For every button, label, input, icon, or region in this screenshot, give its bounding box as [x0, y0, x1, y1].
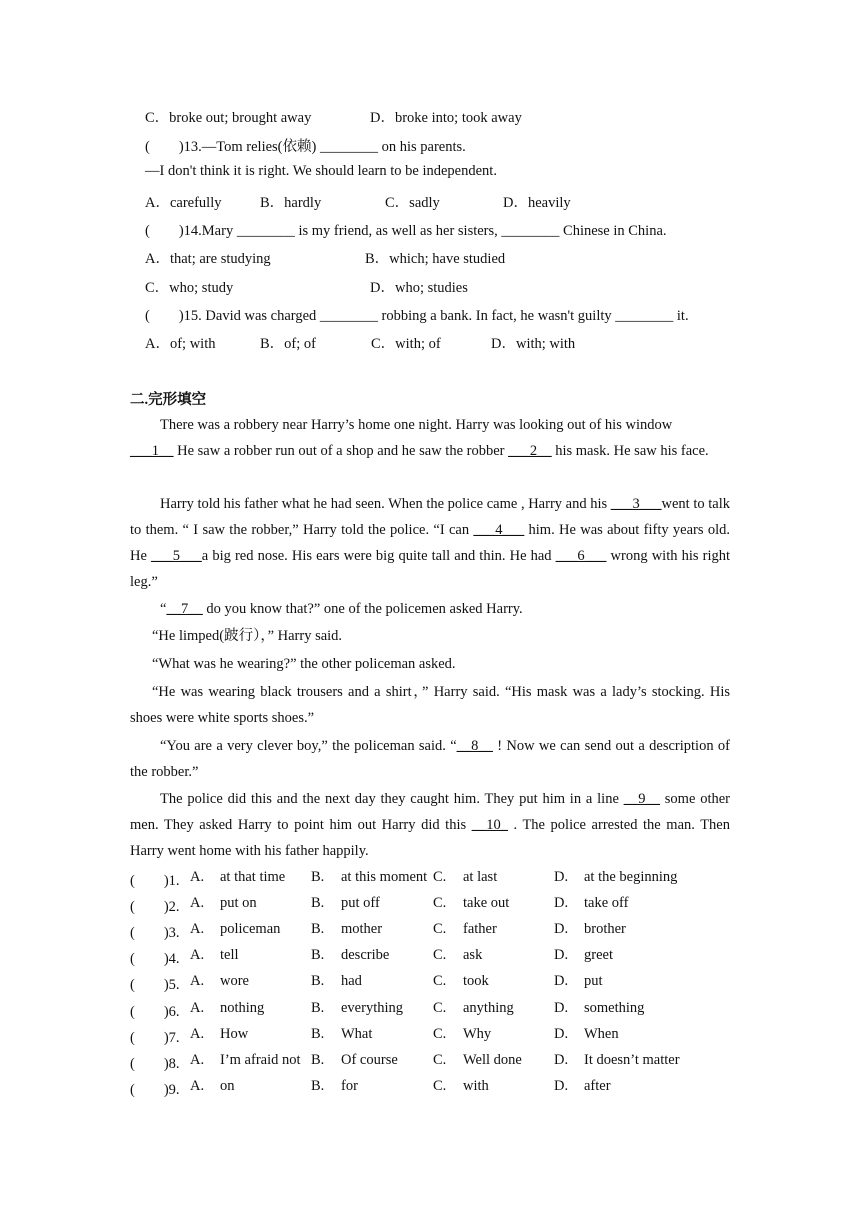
cloze-paragraph-3: [130, 596, 730, 622]
option-letter-c: C.: [433, 1051, 447, 1068]
cloze-text: The police did this and the next day they caught him. They put him in a line: [160, 791, 624, 807]
option-letter-d: D.: [554, 1051, 569, 1068]
option-letter-b: B.: [311, 921, 325, 938]
question-number: ( )5.: [130, 977, 180, 994]
cloze-text: He saw a robber run out of a shop and he saw the robber: [173, 443, 509, 459]
option-letter-c: C.: [433, 1025, 447, 1042]
q14-stem: ( )14.Mary ________ is my friend, as well as her sisters, ________ Chinese in China.: [145, 223, 667, 239]
cloze-paragraph-2: [130, 491, 730, 595]
option-letter-b: B.: [311, 947, 325, 964]
option-a: tell: [220, 947, 239, 964]
option-letter-a: A.: [190, 999, 205, 1016]
option-b: put off: [341, 895, 380, 912]
cloze-text: do you know that?” one of the policemen asked Harry.: [202, 601, 523, 617]
option-letter-b: B.: [311, 1051, 325, 1068]
option-letter-a: A.: [190, 921, 205, 938]
q13-option-c: C．sadly: [385, 195, 440, 211]
option-letter-c: C.: [433, 947, 447, 964]
cloze-paragraph-1: [130, 412, 730, 464]
option-letter-d: D.: [554, 973, 569, 990]
cloze-text: him. He was about fifty years old. He: [130, 522, 730, 564]
answer-row: [130, 921, 750, 947]
cloze-text: Harry told his father what he had seen. When the police came , Harry and his: [160, 496, 611, 512]
option-letter-c: C.: [433, 921, 447, 938]
option-a: at that time: [220, 869, 286, 885]
q12-options-cd: [145, 106, 522, 127]
q14-option-b: B．which; have studied: [365, 251, 506, 267]
question-number: ( )2.: [130, 899, 180, 916]
option-letter-d: D.: [554, 895, 569, 912]
answer-row: [130, 1078, 750, 1104]
option-d: put: [584, 973, 603, 990]
option-d: at the beginning: [584, 869, 678, 885]
question-number: ( )7.: [130, 1029, 180, 1046]
answer-row: [130, 1000, 750, 1026]
option-letter-d: D.: [554, 869, 569, 885]
question-number: ( )9.: [130, 1081, 180, 1098]
question-number: ( )1.: [130, 873, 180, 889]
option-b: for: [341, 1077, 358, 1094]
option-letter-c: C.: [433, 999, 447, 1016]
option-letter-b: B.: [311, 1077, 325, 1094]
option-c: took: [463, 973, 489, 990]
option-letter-c: C.: [433, 869, 447, 885]
option-d: something: [584, 999, 645, 1016]
option-letter-a: A.: [190, 1025, 205, 1042]
option-b: had: [341, 973, 362, 990]
option-letter-a: A.: [190, 947, 205, 964]
option-letter-b: B.: [311, 869, 325, 885]
option-c: with: [463, 1077, 489, 1094]
option-b: What: [341, 1025, 373, 1042]
blank-2: ___2__: [508, 443, 552, 459]
option-b: at this moment: [341, 869, 428, 885]
option-letter-a: A.: [190, 1051, 205, 1068]
cloze-paragraph-6: “He was wearing black trousers and a shirt，” Harry said. “His mask was a lady’s stocking. His shoes were white sports shoes.”: [130, 684, 730, 726]
option-a: How: [220, 1025, 249, 1042]
option-letter-d: D.: [554, 921, 569, 938]
q12-option-d: D．broke into; took away: [370, 110, 522, 126]
blank-9: __9__: [623, 791, 660, 807]
option-letter-b: B.: [311, 1025, 325, 1042]
q14-option-c: C．who; study: [145, 280, 234, 296]
option-c: anything: [463, 999, 514, 1016]
cloze-text: his mask. He saw his face.: [551, 443, 709, 459]
section-heading: 二.完形填空: [130, 392, 207, 408]
q14-option-d: D．who; studies: [370, 280, 468, 296]
answer-row: [130, 947, 750, 973]
q15-option-b: B．of; of: [260, 336, 316, 352]
answer-row: [130, 973, 750, 999]
option-b: describe: [341, 947, 390, 964]
option-b: everything: [341, 999, 404, 1016]
option-c: ask: [463, 947, 483, 964]
question-number: ( )8.: [130, 1055, 180, 1072]
option-a: on: [220, 1077, 235, 1094]
q13-option-a: A．carefully: [145, 195, 222, 211]
option-d: after: [584, 1077, 611, 1094]
cloze-text: a big red nose. His ears were big quite tall and thin. He had: [201, 548, 556, 564]
answer-row: [130, 1052, 750, 1078]
option-letter-b: B.: [311, 999, 325, 1016]
option-b: mother: [341, 921, 383, 938]
cloze-text: ! Now we can send out a description of the robber.”: [130, 738, 730, 780]
option-a: I’m afraid not: [220, 1051, 301, 1068]
blank-1: ___1__: [130, 443, 174, 459]
cloze-paragraph-4: “He limped(跛行），” Harry said.: [152, 628, 343, 644]
blank-4: ___4___: [473, 522, 525, 538]
cloze-paragraph-8: [130, 786, 730, 864]
q15-option-a: A．of; with: [145, 336, 216, 352]
blank-7: __7__: [166, 601, 203, 617]
cloze-text: There was a robbery near Harry’s home one night. Harry was looking out of his window: [160, 417, 673, 433]
option-a: wore: [220, 973, 249, 990]
option-letter-d: D.: [554, 1077, 569, 1094]
option-letter-a: A.: [190, 869, 205, 885]
option-d: greet: [584, 947, 613, 964]
option-a: nothing: [220, 999, 265, 1016]
blank-10: __10_: [471, 817, 508, 833]
option-letter-a: A.: [190, 1077, 205, 1094]
cloze-text: “: [160, 601, 167, 617]
option-d: take off: [584, 895, 629, 912]
answer-row: [130, 895, 750, 921]
blank-8: __8__: [456, 738, 493, 754]
q14-option-a: A．that; are studying: [145, 251, 271, 267]
option-letter-d: D.: [554, 1025, 569, 1042]
option-a: policeman: [220, 921, 281, 938]
answer-row: [130, 1026, 750, 1052]
option-letter-c: C.: [433, 973, 447, 990]
option-letter-d: D.: [554, 947, 569, 964]
q13-stem: ( )13.—Tom relies(依赖) ________ on his parents.: [145, 139, 466, 155]
option-letter-d: D.: [554, 999, 569, 1016]
cloze-text: some other men. They asked Harry to point him out Harry did this: [130, 791, 730, 833]
answer-row: [130, 869, 750, 895]
option-c: take out: [463, 895, 510, 912]
question-number: ( )6.: [130, 1003, 180, 1020]
cloze-text: went to talk to them. “ I saw the robber,” Harry told the police. “I can: [130, 496, 730, 538]
q13-reply: —I don't think it is right. We should learn to be independent.: [145, 163, 497, 179]
q15-stem: ( )15. David was charged ________ robbing a bank. In fact, he wasn't guilty ________ it.: [145, 308, 689, 324]
cloze-paragraph-7: [130, 733, 730, 785]
cloze-text: wrong with his right leg.”: [130, 548, 730, 590]
option-d: It doesn’t matter: [584, 1051, 680, 1068]
blank-5: ___5___: [151, 548, 202, 564]
q15-option-d: D．with; with: [491, 336, 576, 352]
question-number: ( )3.: [130, 925, 180, 942]
cloze-text: . The police arrested the man. Then Harry went home with his father happily.: [130, 817, 730, 859]
q13-option-d: D．heavily: [503, 195, 571, 211]
option-a: put on: [220, 895, 257, 912]
option-letter-c: C.: [433, 895, 447, 912]
option-letter-a: A.: [190, 895, 205, 912]
q13-option-b: B．hardly: [260, 195, 322, 211]
blank-3: ___3___: [610, 496, 662, 512]
option-c: father: [463, 921, 497, 938]
option-letter-c: C.: [433, 1077, 447, 1094]
option-d: When: [584, 1025, 619, 1042]
option-b: Of course: [341, 1051, 398, 1068]
q15-option-c: C．with; of: [371, 336, 441, 352]
option-letter-b: B.: [311, 895, 325, 912]
cloze-text: “You are a very clever boy,” the policeman said. “: [160, 738, 457, 754]
option-c: at last: [463, 869, 498, 885]
option-c: Why: [463, 1025, 492, 1042]
blank-6: ___6___: [555, 548, 607, 564]
question-number: ( )4.: [130, 951, 180, 968]
option-d: brother: [584, 921, 626, 938]
option-c: Well done: [463, 1051, 522, 1068]
option-letter-b: B.: [311, 973, 325, 990]
cloze-paragraph-5: “What was he wearing?” the other policeman asked.: [152, 656, 456, 672]
option-letter-a: A.: [190, 973, 205, 990]
q12-option-c: C．broke out; brought away: [145, 110, 312, 126]
